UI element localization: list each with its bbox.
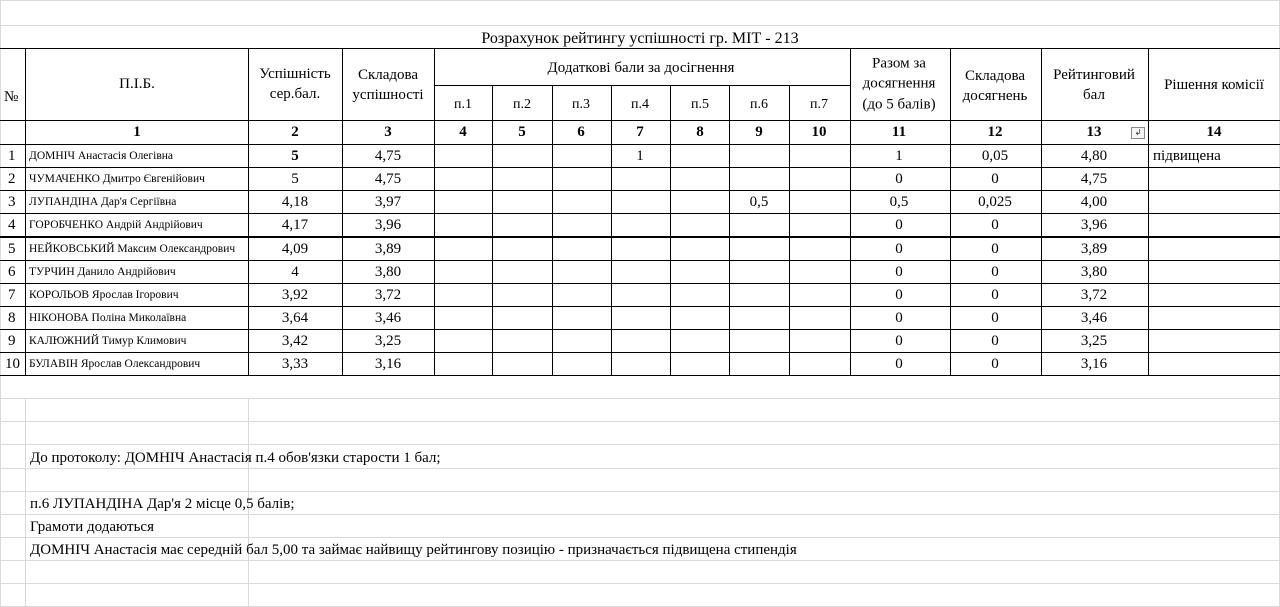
table-border bbox=[0, 306, 1280, 307]
header-ach-line1: Складова bbox=[964, 67, 1026, 84]
note-p6: п.6 ЛУПАНДІНА Дар'я 2 місце 0,5 балів; bbox=[30, 496, 295, 512]
student-name: ТУРЧИН Данило Андрійович bbox=[29, 266, 176, 278]
row-number: 3 bbox=[8, 194, 16, 210]
table-border bbox=[0, 352, 1280, 353]
table-border bbox=[0, 375, 1280, 376]
table-border bbox=[248, 48, 249, 376]
header-comp-line2: успішності bbox=[352, 87, 424, 103]
total-achievements: 1 bbox=[895, 148, 903, 164]
header-p3: п.3 bbox=[572, 97, 590, 112]
total-achievements: 0 bbox=[895, 241, 903, 257]
avg-grade: 4,17 bbox=[281, 217, 309, 233]
rating-score: 4,75 bbox=[1080, 171, 1108, 187]
header-total-line3: (до 5 балів) bbox=[862, 96, 936, 113]
column-number-4: 4 bbox=[459, 124, 467, 140]
table-border bbox=[492, 85, 493, 376]
header-decision: Рішення комісії bbox=[1164, 77, 1264, 93]
achievement-component: 0 bbox=[991, 264, 999, 280]
rating-score: 4,80 bbox=[1080, 148, 1108, 164]
performance-component: 3,16 bbox=[374, 356, 402, 372]
total-achievements: 0 bbox=[895, 217, 903, 233]
column-number-2: 2 bbox=[291, 124, 299, 140]
student-name: КОРОЛЬОВ Ярослав Ігорович bbox=[29, 289, 179, 301]
achievement-component: 0 bbox=[991, 241, 999, 257]
column-number-1: 1 bbox=[133, 124, 141, 140]
table-border bbox=[950, 48, 951, 376]
note-scholarship: ДОМНІЧ Анастасія має середній бал 5,00 та займає найвищу рейтингову позицію - призначається підвищена стипендія bbox=[30, 542, 797, 558]
performance-component: 3,80 bbox=[374, 264, 402, 280]
header-avg bbox=[259, 64, 330, 105]
row-number: 4 bbox=[8, 217, 16, 233]
header-p5: п.5 bbox=[691, 97, 709, 112]
performance-component: 3,97 bbox=[374, 194, 402, 210]
table-border bbox=[1041, 48, 1042, 376]
avg-grade: 4,09 bbox=[281, 241, 309, 257]
row-number: 2 bbox=[8, 171, 16, 187]
rating-score: 3,25 bbox=[1080, 333, 1108, 349]
header-total-line1: Разом за bbox=[872, 55, 926, 72]
column-number-13: 13 bbox=[1086, 124, 1102, 140]
total-achievements: 0 bbox=[895, 171, 903, 187]
achievement-component: 0 bbox=[991, 287, 999, 303]
header-no: № bbox=[4, 89, 19, 105]
commission-decision: підвищена bbox=[1153, 148, 1221, 164]
table-border bbox=[0, 260, 1280, 261]
student-name: НІКОНОВА Поліна Миколаївна bbox=[29, 312, 187, 324]
grid-line bbox=[0, 514, 1280, 515]
header-rating-line1: Рейтинговий bbox=[1053, 66, 1135, 83]
table-border bbox=[0, 213, 1280, 214]
points-p4: 1 bbox=[636, 148, 644, 164]
row-number: 1 bbox=[8, 148, 16, 164]
column-number-10: 10 bbox=[811, 124, 827, 140]
grid-line bbox=[0, 25, 1280, 26]
column-number-8: 8 bbox=[696, 124, 704, 140]
column-number-5: 5 bbox=[518, 124, 526, 140]
table-border bbox=[0, 120, 1280, 121]
table-border bbox=[552, 85, 553, 376]
column-number-11: 11 bbox=[891, 124, 907, 140]
performance-component: 3,72 bbox=[374, 287, 402, 303]
table-border bbox=[0, 236, 1280, 238]
avg-grade: 5 bbox=[291, 148, 299, 164]
grid-line bbox=[0, 398, 1280, 399]
grid-line bbox=[0, 421, 1280, 422]
achievement-component: 0,025 bbox=[978, 194, 1012, 210]
row-number: 10 bbox=[5, 356, 20, 372]
table-border bbox=[25, 48, 26, 376]
student-name: БУЛАВІН Ярослав Олександрович bbox=[29, 358, 201, 370]
performance-component: 3,25 bbox=[374, 333, 402, 349]
student-name: ЧУМАЧЕНКО Дмитро Євгенійович bbox=[29, 173, 205, 185]
avg-grade: 4,18 bbox=[281, 194, 309, 210]
header-p2: п.2 bbox=[513, 97, 531, 112]
grid-line bbox=[0, 468, 1280, 469]
grid-line bbox=[0, 583, 1280, 584]
rating-score: 3,80 bbox=[1080, 264, 1108, 280]
header-p4: п.4 bbox=[631, 97, 649, 112]
total-achievements: 0 bbox=[895, 310, 903, 326]
total-achievements: 0 bbox=[895, 356, 903, 372]
grid-border-left bbox=[0, 0, 1, 607]
avg-grade: 5 bbox=[291, 171, 299, 187]
avg-grade: 4 bbox=[291, 264, 299, 280]
achievement-component: 0 bbox=[991, 310, 999, 326]
table-border bbox=[0, 48, 1280, 49]
header-avg-line1: Успішність bbox=[259, 65, 331, 82]
performance-component: 3,96 bbox=[374, 217, 402, 233]
table-border bbox=[0, 167, 1280, 168]
rating-score: 3,96 bbox=[1080, 217, 1108, 233]
table-border bbox=[611, 85, 612, 376]
table-border bbox=[0, 144, 1280, 145]
table-border bbox=[789, 85, 790, 376]
performance-component: 4,75 bbox=[374, 148, 402, 164]
total-achievements: 0 bbox=[895, 333, 903, 349]
total-achievements: 0 bbox=[895, 264, 903, 280]
table-border bbox=[434, 48, 435, 376]
rating-score: 3,89 bbox=[1080, 241, 1108, 257]
total-achievements: 0 bbox=[895, 287, 903, 303]
table-border bbox=[342, 48, 343, 376]
table-border bbox=[0, 283, 1280, 284]
header-p6: п.6 bbox=[750, 97, 768, 112]
rating-score: 4,00 bbox=[1080, 194, 1108, 210]
sheet-title: Розрахунок рейтингу успішності гр. МІТ - 213 bbox=[481, 30, 799, 47]
header-rating bbox=[1053, 65, 1135, 106]
note-certificates: Грамоти додаються bbox=[30, 519, 154, 535]
header-extra-points: Додаткові бали за досігнення bbox=[547, 60, 735, 76]
student-name: ГОРОБЧЕНКО Андрій Андрійович bbox=[29, 219, 203, 231]
avg-grade: 3,92 bbox=[281, 287, 309, 303]
grid-line bbox=[0, 444, 1280, 445]
header-achievements bbox=[963, 66, 1028, 107]
header-name: П.І.Б. bbox=[119, 76, 155, 92]
table-border bbox=[850, 48, 851, 376]
column-number-6: 6 bbox=[577, 124, 585, 140]
achievement-component: 0 bbox=[991, 356, 999, 372]
table-border bbox=[0, 190, 1280, 191]
grid-line bbox=[0, 560, 1280, 561]
column-number-12: 12 bbox=[987, 124, 1003, 140]
filter-dropdown-icon[interactable]: ↲ bbox=[1131, 127, 1145, 139]
header-ach-line2: досягнень bbox=[962, 88, 1028, 104]
student-name: ДОМНІЧ Анастасія Олегівна bbox=[29, 150, 174, 162]
header-p1: п.1 bbox=[454, 97, 472, 112]
achievement-component: 0 bbox=[991, 217, 999, 233]
student-name: КАЛЮЖНИЙ Тимур Климович bbox=[29, 335, 187, 347]
table-border bbox=[670, 85, 671, 376]
student-name: ЛУПАНДІНА Дар'я Сергіївна bbox=[29, 196, 177, 208]
header-p7: п.7 bbox=[810, 97, 828, 112]
column-number-3: 3 bbox=[384, 124, 392, 140]
performance-component: 3,89 bbox=[374, 241, 402, 257]
header-total-line2: досягнення bbox=[862, 75, 936, 92]
row-number: 5 bbox=[8, 241, 16, 257]
header-comp-line1: Складова bbox=[357, 66, 419, 83]
header-rating-line2: бал bbox=[1083, 87, 1105, 103]
header-comp bbox=[352, 65, 423, 106]
achievement-component: 0 bbox=[991, 333, 999, 349]
row-number: 9 bbox=[8, 333, 16, 349]
avg-grade: 3,33 bbox=[281, 356, 309, 372]
student-name: НЕЙКОВСЬКИЙ Максим Олександрович bbox=[29, 243, 236, 255]
row-number: 6 bbox=[8, 264, 16, 280]
table-border bbox=[434, 85, 850, 86]
table-border bbox=[0, 329, 1280, 330]
row-number: 8 bbox=[8, 310, 16, 326]
performance-component: 4,75 bbox=[374, 171, 402, 187]
rating-score: 3,46 bbox=[1080, 310, 1108, 326]
header-avg-line2: сер.бал. bbox=[269, 86, 321, 102]
column-number-7: 7 bbox=[636, 124, 644, 140]
header-total bbox=[862, 54, 935, 115]
grid-line bbox=[0, 491, 1280, 492]
achievement-component: 0 bbox=[991, 171, 999, 187]
table-border bbox=[729, 85, 730, 376]
note-protocol: До протоколу: ДОМНІЧ Анастасія п.4 обов'язки старости 1 бал; bbox=[30, 450, 441, 466]
total-achievements: 0,5 bbox=[889, 194, 909, 210]
table-border bbox=[1148, 48, 1149, 376]
achievement-component: 0,05 bbox=[981, 148, 1009, 164]
performance-component: 3,46 bbox=[374, 310, 402, 326]
points-p6: 0,5 bbox=[749, 194, 769, 210]
column-number-9: 9 bbox=[755, 124, 763, 140]
avg-grade: 3,64 bbox=[281, 310, 309, 326]
rating-score: 3,16 bbox=[1080, 356, 1108, 372]
grid-border-top bbox=[0, 0, 1280, 1]
rating-score: 3,72 bbox=[1080, 287, 1108, 303]
column-number-14: 14 bbox=[1206, 124, 1222, 140]
avg-grade: 3,42 bbox=[281, 333, 309, 349]
grid-line bbox=[25, 398, 26, 607]
row-number: 7 bbox=[8, 287, 16, 303]
grid-line bbox=[0, 537, 1280, 538]
